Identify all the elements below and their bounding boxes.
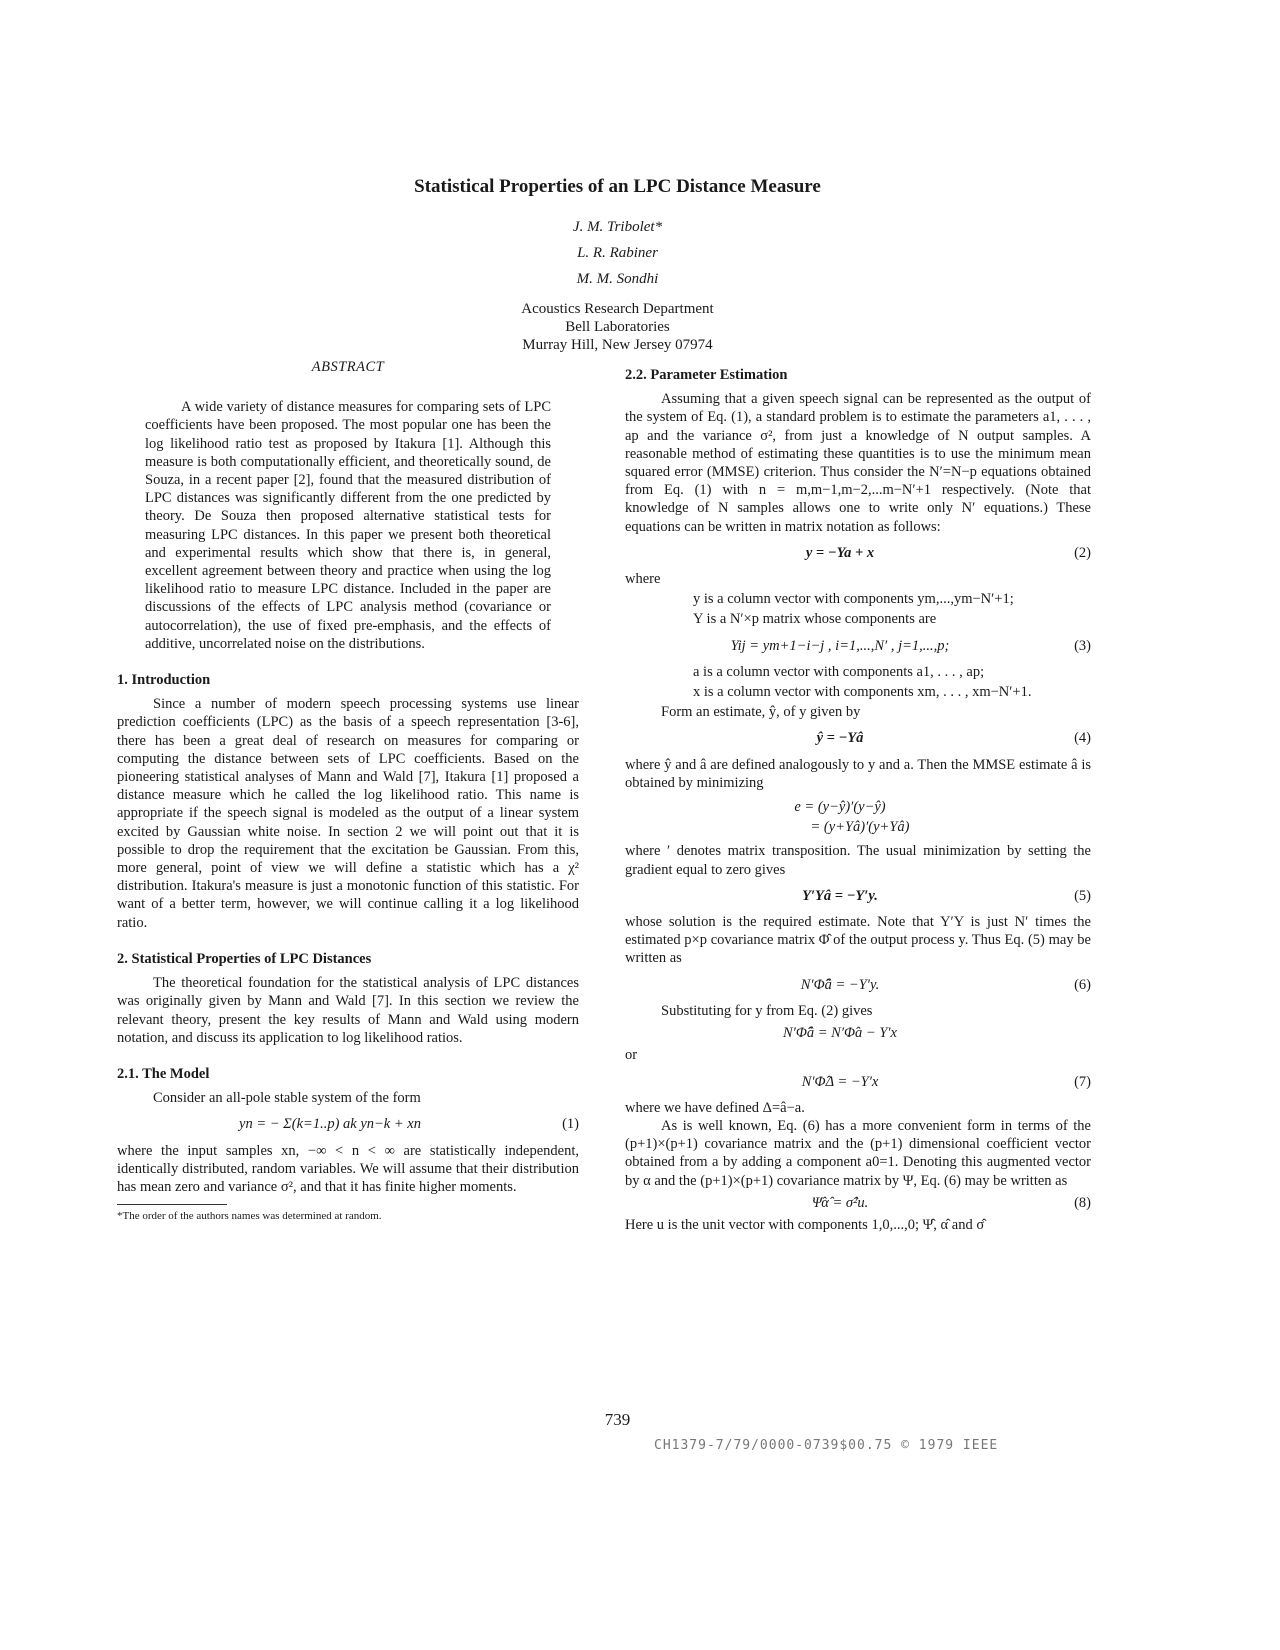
estimation-text-4: whose solution is the required estimate. Note that Y′Y is just N′ times the estimated p×p covariance matrix Φ̂ of the output process y. Thus Eq. (5) may be written as	[625, 914, 1091, 967]
equation-1-math: yn = − Σ(k=1..p) ak yn−k + xn	[239, 1116, 421, 1133]
equation-3	[625, 637, 1091, 655]
footnote: *The order of the authors names was determined at random.	[117, 1210, 382, 1223]
equation-error-2	[625, 818, 1091, 836]
footnote-divider	[117, 1204, 227, 1205]
equation-5-number: (5)	[1074, 887, 1091, 904]
equation-7	[625, 1073, 1091, 1091]
equation-3-number: (3)	[1074, 637, 1091, 654]
form-estimate: Form an estimate, ŷ, of y given by	[661, 704, 861, 721]
equation-6-math: N′Φ̂â = −Y′y.	[800, 976, 880, 993]
or-label: or	[625, 1047, 638, 1064]
section-heading-parameter-estimation: 2.2. Parameter Estimation	[625, 367, 788, 383]
section-heading-statistical-properties: 2. Statistical Properties of LPC Distances	[117, 950, 372, 967]
equation-6b-math: N′Φ̂â = N′Φ̂a − Y′x	[782, 1025, 897, 1042]
paper-title: Statistical Properties of an LPC Distance Measure	[414, 176, 821, 197]
estimation-text-2: where ŷ and â are defined analogously to y and a. Then the MMSE estimate â is obtained by minimizing	[625, 756, 1091, 791]
abstract-heading: ABSTRACT	[311, 359, 385, 375]
author-name: J. M. Tribolet*	[572, 219, 663, 235]
equation-error-1-math: e = (y−ŷ)′(y−ŷ)	[794, 799, 886, 816]
equation-8	[625, 1194, 1091, 1212]
equation-1-number: (1)	[562, 1116, 579, 1133]
equation-7-number: (7)	[1074, 1073, 1091, 1090]
estimation-text-3: where ′ denotes matrix transposition. The usual minimization by setting the gradient equal to zero gives	[625, 843, 1091, 878]
left-column	[117, 358, 579, 1223]
equation-8-math: Ψ̂α̂ = σ̂²u.	[811, 1194, 869, 1211]
equation-4	[625, 729, 1091, 747]
estimation-text-6: As is well known, Eq. (6) has a more convenient form in terms of the (p+1)×(p+1) covariance matrix and the (p+1) dimensional coefficient vector obtained from a by adding a component a0=1. Denoting this augmented vector by α and the (p+1)×(p+1) covariance matrix by Ψ, Eq. (6) may be written as	[625, 1117, 1091, 1189]
equation-error-1	[625, 798, 1091, 816]
model-intro: Consider an all-pole stable system of the form	[153, 1090, 421, 1107]
equation-2-number: (2)	[1074, 544, 1091, 561]
definition-Y: Y is a N′×p matrix whose components are	[693, 611, 937, 628]
estimation-text-1: Assuming that a given speech signal can be represented as the output of the system of Eq. (1), a standard problem is to estimate the parameters a1, . . . , ap and the variance σ², from just a knowledge of N output samples. A reasonable method of estimating these quantities is to use the minimum mean squared error (MMSE) criterion. Thus consider the N′=N−p equations obtained from Eq. (1) with n = m,m−1,m−2,...m−N′+1 respectively. (Note that knowledge of N samples allows one to write only N′ equations.) These equations can be written in matrix notation as follows:	[625, 391, 1091, 535]
equation-7-math: N′Φ̂Δ = −Y′x	[801, 1073, 879, 1090]
estimation-text-7: Here u is the unit vector with components 1,0,...,0; Ψ̂, α̂ and σ̂	[625, 1216, 985, 1233]
introduction-text: Since a number of modern speech processing systems use linear prediction coefficients (LPC) as the basis of a speech representation [3-6], there has been a great deal of research on measures for comparing or computing the distance between sets of LPC coefficients. Based on the pioneering statistical analyses of Mann and Wald [7], Itakura [1] proposed a distance measure which he called the log likelihood ratio. This name is appropriate if the speech signal is modeled as the output of a linear system excited by Gaussian white noise. In section 2 we will point out that it is possible to drop the requirement that the excitation be Gaussian. From this, more general, point of view we will define a statistic which has a χ² distribution. Itakura's measure is just a monotonic function of this statistic. For want of a better term, however, we will continue calling it a log likelihood ratio.	[117, 696, 579, 931]
section2-text: The theoretical foundation for the statistical analysis of LPC distances was originally given by Mann and Wald [7]. In this section we review the relevant theory, present the key results of Mann and Wald using modern notation, and discuss its application to log likelihood ratios.	[117, 975, 579, 1046]
equation-5-math: Y′Yâ = −Y′y.	[802, 887, 878, 904]
equation-8-number: (8)	[1074, 1194, 1091, 1211]
equation-4-number: (4)	[1074, 730, 1091, 747]
affiliation-line: Bell Laboratories	[565, 319, 670, 335]
equation-5	[625, 887, 1091, 905]
section-heading-introduction: 1. Introduction	[117, 672, 211, 689]
author-name: M. M. Sondhi	[576, 271, 659, 287]
estimation-text-5: where we have defined Δ=â−a.	[625, 1099, 805, 1116]
equation-error-2-math: = (y+Yâ)′(y+Yâ)	[810, 819, 910, 836]
abstract-text: A wide variety of distance measures for comparing sets of LPC coefficients have been proposed. The most popular one has been the log likelihood ratio test as proposed by Itakura [1]. Although this measure is both computationally efficient, and theoretically sound, de Souza, in a recent paper [2], found that the measured distribution of LPC distances was significantly different from the one predicted by theory. De Souza then proposed alternative statistical tests for measuring LPC distances. In this paper we present both theoretical and experimental results which show that there is, in general, excellent agreement between theory and practice when using the log likelihood ratio to measure LPC distance. Included in the paper are discussions of the effects of LPC analysis method (covariance or autocorrelation), the use of fixed pre-emphasis, and the effects of additive, uncorrelated noise on the distributions.	[145, 399, 551, 652]
equation-6-number: (6)	[1074, 976, 1091, 993]
copyright-code: CH1379-7/79/0000-0739$00.75 © 1979 IEEE	[654, 1438, 999, 1453]
right-column	[625, 366, 1091, 1234]
equation-6	[625, 976, 1091, 994]
definition-x: x is a column vector with components xm, . . . , xm−N′+1.	[693, 684, 1032, 701]
affiliation	[0, 300, 1235, 354]
equation-2	[625, 544, 1091, 562]
equation-2-math: y = −Ya + x	[805, 544, 875, 561]
equation-4-math: ŷ = −Yâ	[816, 730, 864, 747]
equation-1	[117, 1115, 579, 1133]
affiliation-line: Acoustics Research Department	[521, 301, 714, 317]
author-list	[0, 214, 1235, 292]
author-name: L. R. Rabiner	[577, 245, 658, 261]
equation-6b	[625, 1024, 1091, 1042]
where-label: where	[625, 571, 661, 588]
definition-a: a is a column vector with components a1, . . . , ap;	[693, 663, 985, 680]
section-heading-model: 2.1. The Model	[117, 1065, 210, 1082]
affiliation-line: Murray Hill, New Jersey 07974	[522, 337, 713, 353]
equation-3-math: Yij = ym+1−i−j , i=1,...,N′ , j=1,...,p;	[730, 637, 950, 654]
model-text: where the input samples xn, −∞ < n < ∞ are statistically independent, identically distributed, random variables. We will assume that their distribution has mean zero and variance σ², and that it has finite higher moments.	[117, 1142, 579, 1195]
page-number: 739	[604, 1410, 631, 1429]
definition-y: y is a column vector with components ym,...,ym−N′+1;	[693, 591, 1014, 608]
substituting-text: Substituting for y from Eq. (2) gives	[661, 1002, 873, 1019]
